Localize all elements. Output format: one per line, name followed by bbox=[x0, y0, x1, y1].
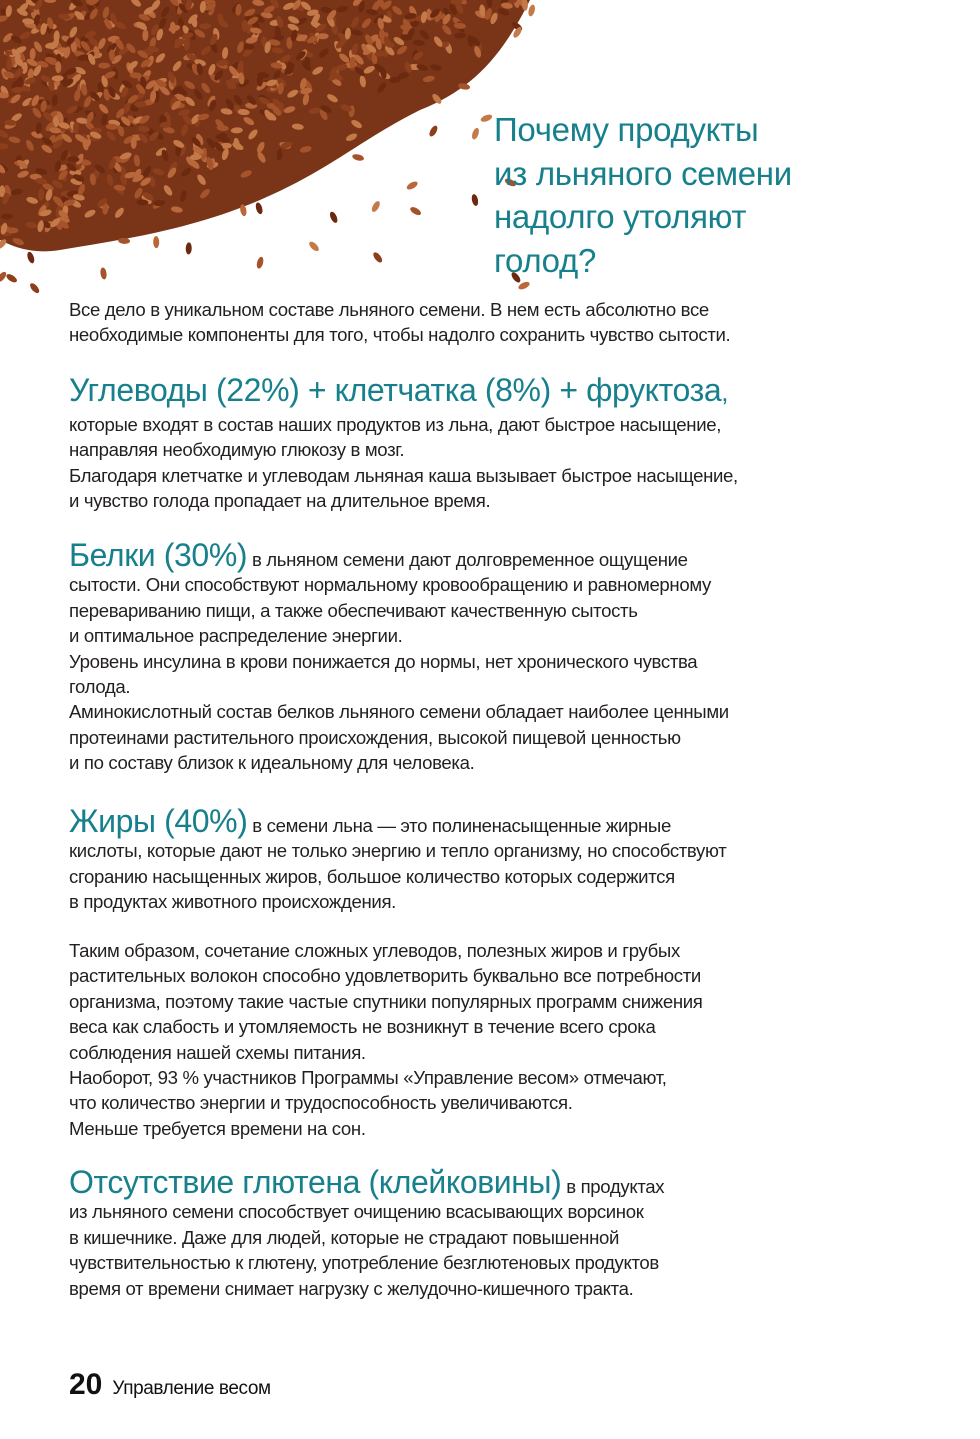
seed bbox=[527, 4, 536, 17]
heading-tail-text: в семени льна — это полиненасыщенные жирные bbox=[247, 815, 671, 836]
text-section bbox=[69, 1164, 929, 1301]
seed bbox=[255, 202, 264, 215]
body-text-line: из льняного семени способствует очищению всасывающих ворсинок bbox=[69, 1201, 644, 1223]
seed bbox=[352, 153, 365, 162]
body-text-line: Аминокислотный состав белков льняного семени обладает наиболее ценными bbox=[69, 701, 729, 723]
seed bbox=[471, 193, 479, 206]
body-text-line: растительных волокон способно удовлетворить буквально все потребности bbox=[69, 965, 701, 987]
body-text-line: Наоборот, 93 % участников Программы «Управление весом» отмечают, bbox=[69, 1067, 667, 1089]
page-title bbox=[494, 108, 792, 282]
body-text-line: в кишечнике. Даже для людей, которые не страдают повышенной bbox=[69, 1226, 620, 1248]
title-line: голод? bbox=[494, 241, 597, 279]
seed bbox=[308, 240, 321, 253]
body-text-line: Меньше требуется времени на сон. bbox=[69, 1117, 366, 1139]
body-text-line: Таким образом, сочетание сложных углеводов, полезных жиров и грубых bbox=[69, 940, 680, 961]
body-text-line: организма, поэтому такие частые спутники популярных программ снижения bbox=[69, 990, 703, 1012]
seed bbox=[428, 124, 439, 137]
body-text-line: соблюдения нашей схемы питания. bbox=[69, 1041, 366, 1063]
seed bbox=[5, 272, 18, 284]
body-text-line: в продуктах животного происхождения. bbox=[69, 891, 396, 913]
body-text-line: Благодаря клетчатке и углеводам льняная каша вызывает быстрое насыщение, bbox=[69, 464, 738, 486]
body-text-line: сытости. Они способствуют нормальному кровообращению и равномерному bbox=[69, 574, 711, 596]
body-text-line: и по составу близок к идеальному для человека. bbox=[69, 752, 475, 774]
section-heading: Отсутствие глютена (клейковины) bbox=[69, 1164, 562, 1200]
heading-tail-text: в продуктах bbox=[561, 1176, 665, 1197]
text-section bbox=[69, 297, 929, 348]
body-text-line: время от времени снимает нагрузку с желудочно-кишечного тракта. bbox=[69, 1277, 634, 1299]
section-heading: Жиры (40%) bbox=[69, 803, 248, 839]
text-section bbox=[69, 938, 929, 1141]
seed bbox=[328, 211, 339, 224]
page-footer bbox=[69, 1368, 271, 1402]
title-line: из льняного семени bbox=[494, 154, 792, 192]
section-heading: Углеводы (22%) + клетчатка (8%) + фруктоза bbox=[69, 372, 722, 408]
seed bbox=[257, 75, 263, 87]
title-line: надолго утоляют bbox=[494, 198, 747, 235]
seed bbox=[372, 251, 384, 264]
body-text-line: Все дело в уникальном составе льняного семени. В нем есть абсолютно все bbox=[69, 299, 709, 320]
body-text-line: и чувство голода пропадает на длительное время. bbox=[69, 490, 491, 512]
seed bbox=[256, 256, 265, 269]
seed bbox=[409, 205, 422, 216]
flax-seeds-image bbox=[0, 0, 560, 300]
body-text-line: чувствительностью к глютену, употребление безглютеновых продуктов bbox=[69, 1252, 659, 1274]
body-text-line: которые входят в состав наших продуктов из льна, дают быстрое насыщение, bbox=[69, 414, 722, 435]
seed bbox=[153, 236, 159, 248]
body-text-line: необходимые компоненты для того, чтобы надолго сохранить чувство сытости. bbox=[69, 324, 731, 346]
seed bbox=[370, 200, 381, 213]
seed bbox=[186, 242, 192, 254]
seed bbox=[471, 127, 481, 140]
body-text-line: сгоранию насыщенных жиров, большое количество которых содержится bbox=[69, 865, 675, 887]
body-text-line: кислоты, которые дают не только энергию и тепло организму, но способствуют bbox=[69, 840, 727, 862]
section-heading-line bbox=[69, 537, 929, 573]
body-text-line: веса как слабость и утомляемость не возникнут в течение всего срока bbox=[69, 1016, 656, 1038]
running-title: Управление весом bbox=[112, 1378, 271, 1399]
body-text-line: и оптимальное распределение энергии. bbox=[69, 625, 403, 647]
seed bbox=[6, 227, 18, 233]
heading-tail-text: в льняном семени дают долговременное ощущение bbox=[247, 549, 688, 570]
section-heading-line bbox=[69, 372, 929, 412]
text-section bbox=[69, 803, 929, 915]
text-section bbox=[69, 537, 929, 776]
body-text-line: направляя необходимую глюкозу в мозг. bbox=[69, 439, 405, 461]
seed bbox=[26, 251, 36, 264]
page-number: 20 bbox=[69, 1368, 103, 1401]
text-section bbox=[69, 372, 929, 514]
body-text-line: протеинами растительного происхождения, высокой пищевой ценностью bbox=[69, 726, 681, 748]
heading-tail-text: , bbox=[721, 377, 729, 407]
seed bbox=[480, 113, 493, 123]
body-text-line: что количество энергии и трудоспособность увеличиваются. bbox=[69, 1092, 573, 1114]
seed bbox=[405, 180, 418, 191]
title-line: Почему продукты bbox=[494, 111, 759, 148]
body-text-line: перевариванию пищи, а также обеспечивают качественную сытость bbox=[69, 599, 638, 621]
seed bbox=[100, 267, 108, 280]
seed bbox=[28, 282, 40, 295]
section-heading-line bbox=[69, 1164, 929, 1200]
body-text-line: Уровень инсулина в крови понижается до нормы, нет хронического чувства bbox=[69, 650, 698, 672]
seed bbox=[199, 23, 211, 29]
section-heading: Белки (30%) bbox=[69, 537, 248, 573]
body-text-line: голода. bbox=[69, 676, 131, 698]
section-heading-line bbox=[69, 803, 929, 839]
